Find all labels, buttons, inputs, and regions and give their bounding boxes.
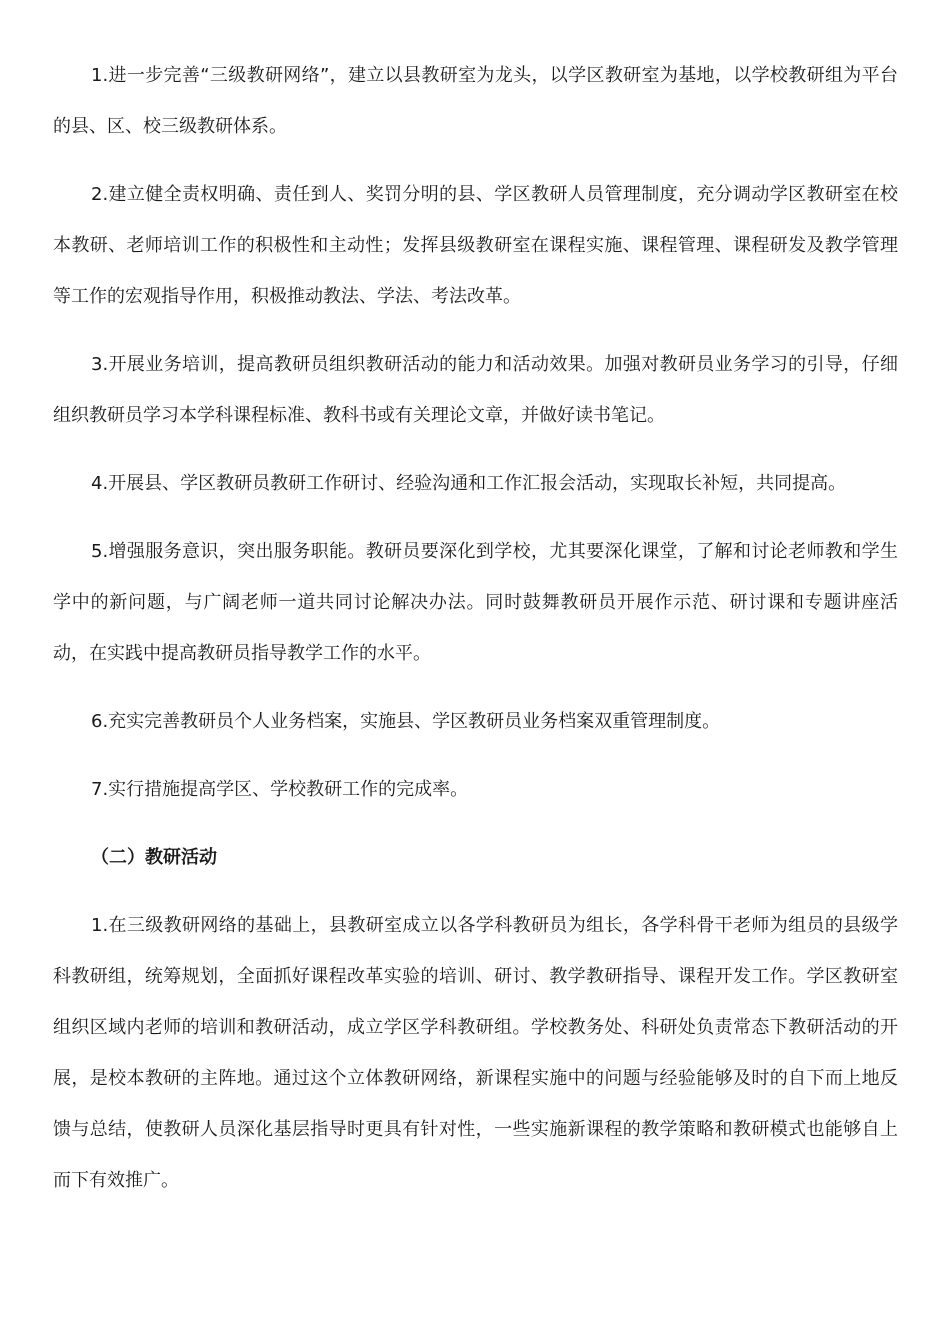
list-item: 2.建立健全责权明确、责任到人、奖罚分明的县、学区教研人员管理制度，充分调动学区教研室在校本教研、老师培训工作的积极性和主动性；发挥县级教研室在课程实施、课程管理、课程研发及教学管理等工作的宏观指导作用，积极推动教法、学法、考法改革。 <box>53 184 898 307</box>
list-item: 3.开展业务培训，提高教研员组织教研活动的能力和活动效果。加强对教研员业务学习的引导，仔细组织教研员学习本学科课程标准、教科书或有关理论文章，并做好读书笔记。 <box>53 354 898 426</box>
list-item: 1.在三级教研网络的基础上，县教研室成立以各学科教研员为组长，各学科骨干老师为组员的县级学科教研组，统筹规划，全面抓好课程改革实验的培训、研讨、教学教研指导、课程开发工作。学区教研室组织区域内老师的培训和教研活动，成立学区学科教研组。学校教务处、科研处负责常态下教研活动的开展，是校本教研的主阵地。通过这个立体教研网络，新课程实施中的问题与经验能够及时的自下而上地反馈与总结，使教研人员深化基层指导时更具有针对性，一些实施新课程的教学策略和教研模式也能够自上而下有效推广。 <box>53 915 898 1191</box>
list-item: 7.实行措施提高学区、学校教研工作的完成率。 <box>91 779 469 800</box>
list-item: 5.增强服务意识，突出服务职能。教研员要深化到学校，尤其要深化课堂，了解和讨论老师教和学生学中的新问题，与广阔老师一道共同讨论解决办法。同时鼓舞教研员开展作示范、研讨课和专题讲座活动，在实践中提高教研员指导教学工作的水平。 <box>53 541 898 664</box>
list-item: 1.进一步完善“三级教研网络”，建立以县教研室为龙头，以学区教研室为基地，以学校教研组为平台的县、区、校三级教研体系。 <box>53 65 898 137</box>
section-heading: （二）教研活动 <box>91 847 217 868</box>
list-item: 4.开展县、学区教研员教研工作研讨、经验沟通和工作汇报会活动，实现取长补短，共同提高。 <box>91 473 847 494</box>
document-body <box>53 50 898 1206</box>
list-item: 6.充实完善教研员个人业务档案，实施县、学区教研员业务档案双重管理制度。 <box>91 711 721 732</box>
